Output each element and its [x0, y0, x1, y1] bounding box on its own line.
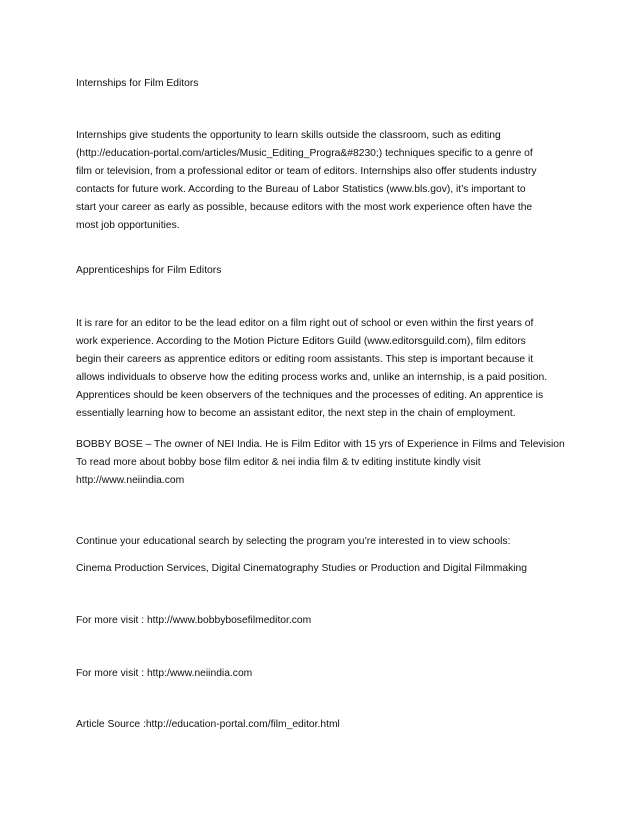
paragraph-line: It is rare for an editor to be the lead editor on a film right out of school or even within the first years of	[76, 318, 534, 329]
paragraph-internships	[76, 127, 568, 235]
paragraph-line: BOBBY BOSE – The owner of NEI India. He is Film Editor with 15 yrs of Experience in Films and Television	[76, 439, 565, 450]
paragraph-line: essentially learning how to become an assistant editor, the next step in the chain of employment.	[76, 408, 516, 419]
paragraph-continue-search	[76, 533, 568, 551]
paragraph-line: Continue your educational search by selecting the program you’re interested in to view schools:	[76, 536, 511, 547]
paragraph-article-source	[76, 716, 568, 734]
paragraph-line: contacts for future work. According to the Bureau of Labor Statistics (www.bls.gov), it’s important to	[76, 184, 526, 195]
paragraph-line: For more visit : http:/www.neiindia.com	[76, 668, 253, 679]
paragraph-line: Cinema Production Services, Digital Cinematography Studies or Production and Digital Filmmaking	[76, 563, 527, 574]
paragraph-line: begin their careers as apprentice editors or editing room assistants. This step is important because it	[76, 354, 534, 365]
paragraph-more-visit-2	[76, 665, 568, 683]
paragraph-line: start your career as early as possible, because editors with the most work experience often have the	[76, 202, 533, 213]
paragraph-line: http://www.neiindia.com	[76, 475, 185, 486]
heading-text: Internships for Film Editors	[76, 78, 199, 89]
paragraph-line: To read more about bobby bose film editor & nei india film & tv editing institute kindly visit	[76, 457, 481, 468]
paragraph-line: allows individuals to observe how the editing process works and, unlike an internship, is a paid position.	[76, 372, 548, 383]
paragraph-line: Article Source :http://education-portal.com/film_editor.html	[76, 719, 340, 730]
paragraph-programs	[76, 560, 568, 578]
paragraph-apprenticeships	[76, 315, 568, 423]
heading-internships	[76, 75, 568, 93]
heading-text: Apprenticeships for Film Editors	[76, 265, 222, 276]
paragraph-bobby-bose	[76, 436, 568, 490]
heading-apprenticeships	[76, 262, 568, 280]
paragraph-line: Internships give students the opportunity to learn skills outside the classroom, such as editing	[76, 130, 501, 141]
paragraph-line: work experience. According to the Motion Picture Editors Guild (www.editorsguild.com), film editors	[76, 336, 526, 347]
paragraph-line: (http://education-portal.com/articles/Music_Editing_Progra&#8230;) techniques specific to a genre of	[76, 148, 533, 159]
paragraph-line: most job opportunities.	[76, 220, 180, 231]
paragraph-more-visit-1	[76, 612, 568, 630]
paragraph-line: film or television, from a professional editor or team of editors. Internships also offer students industry	[76, 166, 537, 177]
paragraph-line: Apprentices should be keen observers of the techniques and the processes of editing. An apprentice is	[76, 390, 544, 401]
paragraph-line: For more visit : http://www.bobbybosefilmeditor.com	[76, 615, 312, 626]
